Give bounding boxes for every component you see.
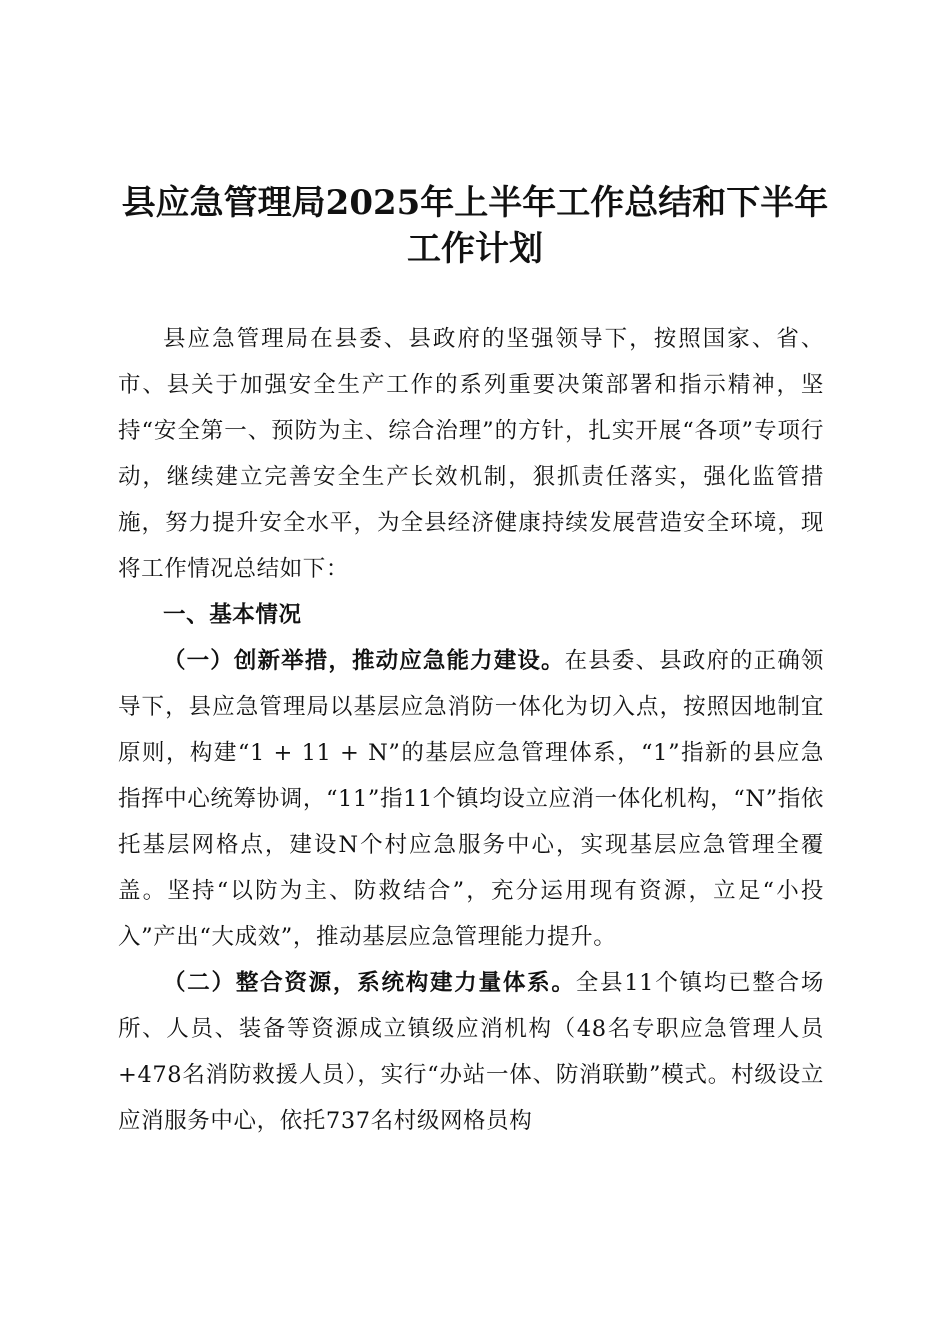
section-heading-basic: 一、基本情况: [163, 602, 302, 628]
item-text-2: 全县11个镇均已整合场所、人员、装备等资源成立镇级应消机构（48名专职应急管理人员+478名消防救援人员），实行“办站一体、防消联勤”模式。村级设立应消服务中心，依托737名村级网格员构: [118, 970, 824, 1134]
item-text-1: 在县委、县政府的正确领导下，县应急管理局以基层应急消防一体化为切入点，按照因地制宜原则，构建“1 + 11 + N”的基层应急管理体系，“1”指新的县应急指挥中心统筹协调，“11”指11个镇均设立应消一体化机构，“N”指依托基层网格点，建设N个村应急服务中心，实现基层应急管理全覆盖。坚持“以防为主、防救结合”，充分运用现有资源，立足“小投入”产出“大成效”，推动基层应急管理能力提升。: [118, 648, 824, 950]
item-paragraph-1: [118, 638, 824, 960]
item-lead-2: （二）整合资源，系统构建力量体系。: [163, 970, 576, 996]
item-lead-1: （一）创新举措，推动应急能力建设。: [163, 648, 565, 674]
intro-paragraph: 县应急管理局在县委、县政府的坚强领导下，按照国家、省、市、县关于加强安全生产工作的系列重要决策部署和指示精神，坚持“安全第一、预防为主、综合治理”的方针，扎实开展“各项”专项行动，继续建立完善安全生产长效机制，狠抓责任落实，强化监管措施，努力提升安全水平，为全县经济健康持续发展营造安全环境，现将工作情况总结如下：: [118, 326, 824, 582]
item-paragraph-2: [118, 960, 824, 1144]
document-title: 县应急管理局2025年上半年工作总结和下半年工作计划: [121, 183, 829, 269]
document-body: [118, 316, 824, 1144]
